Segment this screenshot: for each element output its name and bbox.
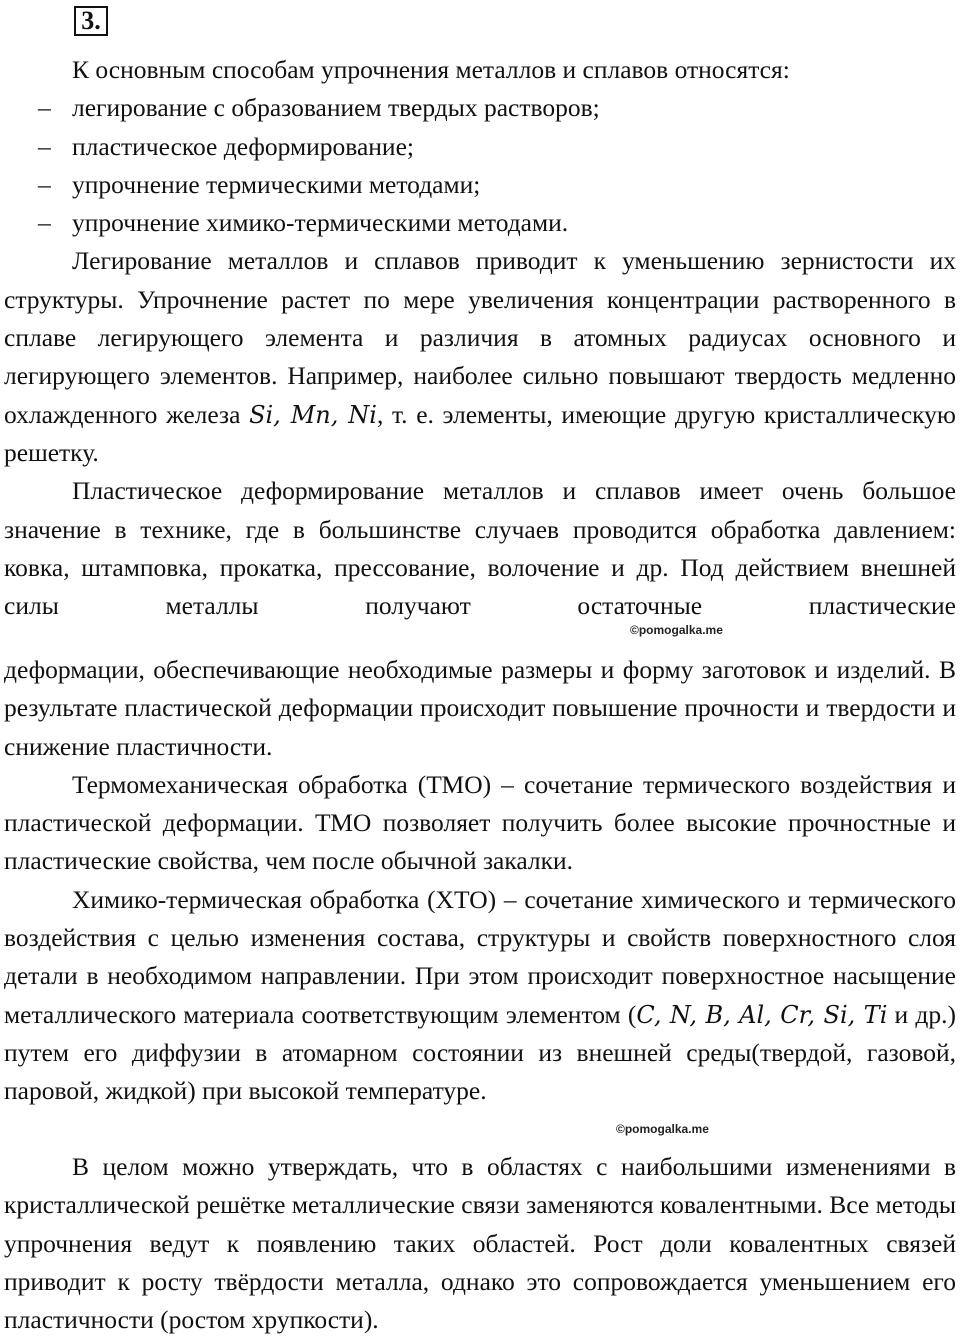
- methods-list: [4, 89, 956, 242]
- intro-paragraph: К основным способам упрочнения металлов и сплавов относятся:: [72, 55, 790, 84]
- xto-text-end: и др.) путем его диффузии в атомарном состоянии из внешней среды(твердой, газовой, паровой, жидкой) при высокой температуре.: [4, 999, 956, 1106]
- list-dash: –: [38, 208, 51, 238]
- alloying-text-start: Легирование металлов и сплавов приводит к уменьшению зернистости их структуры. Упрочнение растет по мере увеличения концентрации растворенного в сплаве легирующего элемента и различия в атомных радиусах основного и легирующего элементов. Например, наиболее сильно повышают твердость медленно охлажденного железа: [4, 246, 956, 429]
- list-dash: –: [38, 169, 51, 199]
- list-item-text: легирование с образованием твердых растворов;: [72, 93, 600, 123]
- xto-elements-formula: C, N, B, Al, Cr, Si, Ti: [636, 1000, 888, 1029]
- watermark: ©pomogalka.me: [630, 623, 723, 637]
- watermark: ©pomogalka.me: [616, 1122, 709, 1136]
- text-block-bottom: [4, 1148, 956, 1339]
- list-item: [4, 89, 956, 127]
- list-item: [4, 204, 956, 242]
- list-item: [4, 128, 956, 166]
- list-dash: –: [38, 131, 51, 161]
- alloying-text-end: , т. е. элементы, имеющие другую кристаллическую решетку.: [4, 399, 956, 467]
- text-block-middle: [4, 651, 956, 1111]
- xto-paragraph: [4, 881, 956, 1111]
- xto-text-start: Химико-термическая обработка (ХТО) – сочетание химического и термического воздействия с целью изменения состава, структуры и свойств поверхностного слоя детали в необходимом направлении. При этом происходит поверхностное насыщение металлического материала соответствующим элементом (: [4, 884, 956, 1029]
- task-number: 3.: [74, 6, 108, 36]
- list-item-text: пластическое деформирование;: [72, 131, 414, 161]
- list-item-text: упрочнение химико-термическими методами.: [72, 208, 569, 238]
- plastic-deformation-paragraph-end: деформации, обеспечивающие необходимые размеры и форму заготовок и изделий. В результате пластической деформации происходит повышение прочности и твердости и снижение пластичности.: [4, 655, 956, 761]
- list-item-text: упрочнение термическими методами;: [72, 169, 481, 199]
- text-block-top: [4, 51, 956, 625]
- list-dash: –: [38, 93, 51, 123]
- tmo-paragraph: Термомеханическая обработка (ТМО) – сочетание термического воздействия и пластической деформации. ТМО позволяет получить более высокие прочностные и пластические свойства, чем после обычной закалки.: [4, 769, 956, 876]
- conclusion-paragraph: В целом можно утверждать, что в областях с наибольшими изменениями в кристаллической решётке металлические связи заменяются ковалентными. Все методы упрочнения ведут к появлению таких областей. Рост доли ковалентных связей приводит к росту твёрдости металла, однако это сопровождается уменьшением его пластичности (ростом хрупкости).: [4, 1152, 956, 1335]
- list-item: [4, 166, 956, 204]
- alloying-paragraph: [4, 242, 956, 472]
- plastic-deformation-paragraph-start: Пластическое деформирование металлов и сплавов имеет очень большое значение в технике, где в большинстве случаев проводится обработка давлением: ковка, штамповка, прокатка, прессование, волочение и др. Под действием внешней силы металлы получают остаточные пластические: [4, 476, 956, 621]
- alloying-elements-formula: Si, Mn, Ni: [249, 400, 377, 429]
